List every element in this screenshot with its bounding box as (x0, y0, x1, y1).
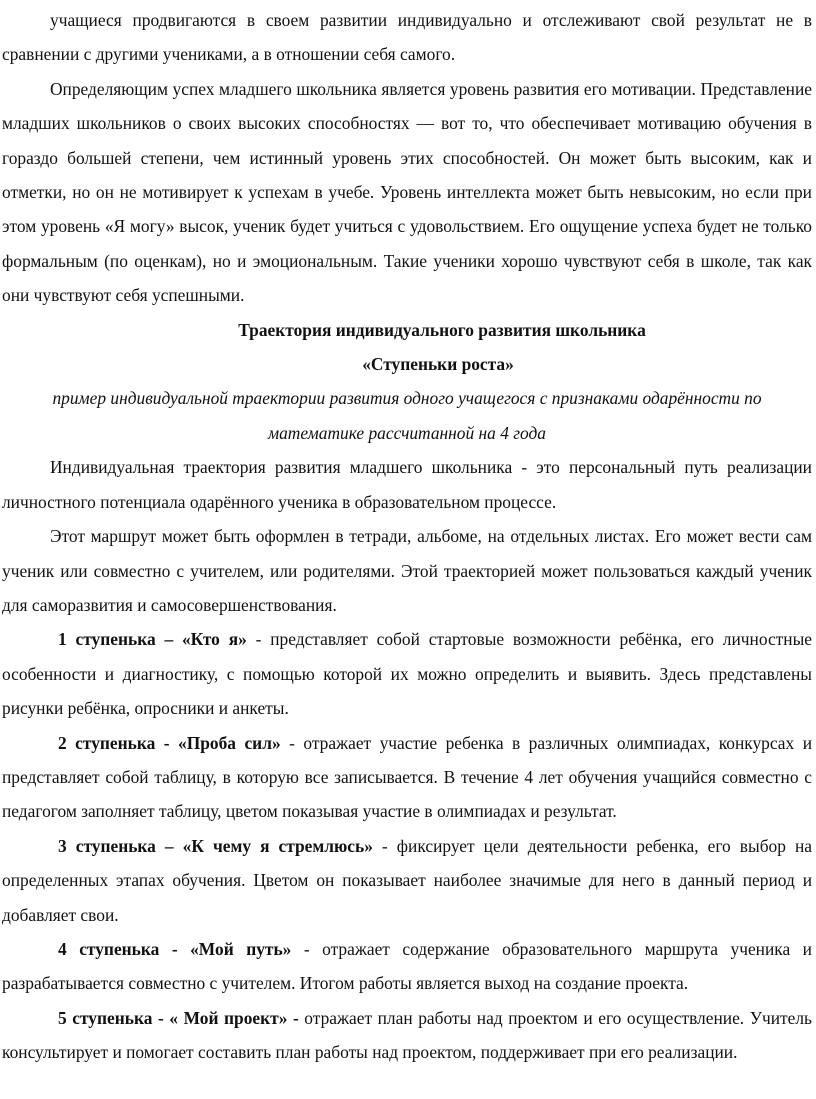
section-caption-line1: пример индивидуальной траектории развития одного учащегося с признаками одарённости по (52, 388, 762, 409)
step-4-text: - отражает содержание образовательного маршрута ученика и разрабатывается совместно с учителем. Итогом работы является выход на создание проекта. (2, 938, 812, 994)
paragraph-route: Этот маршрут может быть оформлен в тетради, альбоме, на отдельных листах. Его может вести сам ученик или совместно с учителем, или родителями. Этой траекторией может пользоваться каждый ученик для саморазвития и самосовершенствования. (2, 526, 812, 615)
step-4-title: 4 ступенька - «Мой путь» (58, 938, 292, 959)
section-caption-line2: математике рассчитанной на 4 года (268, 422, 546, 443)
section-title: Траектория индивидуального развития школьника (238, 319, 646, 340)
step-3-title: 3 ступенька – «К чему я стремлюсь» (58, 835, 373, 856)
step-2 (2, 726, 812, 829)
step-3-text: - фиксирует цели деятельности ребенка, его выбор на определенных этапах обучения. Цветом он показывает наиболее значимые для него в данный период и добавляет свои. (2, 835, 812, 925)
step-1 (2, 622, 812, 725)
paragraph-motivation: Определяющим успех младшего школьника является уровень развития его мотивации. Представление младших школьников о своих высоких способностях — вот то, что обеспечивает мотивацию обучения в гораздо большей степени, чем истинный уровень этих способностей. Он может быть высоким, как и отметки, но он не мотивирует к успехам в учебе. Уровень интеллекта может быть невысоким, но если при этом уровень «Я могу» высок, ученик будет учиться с удовольствием. Его ощущение успеха будет не только формальным (по оценкам), но и эмоциональным. Такие ученики хорошо чувствуют себя в школе, так как они чувствуют себя успешными. (2, 78, 812, 306)
step-5 (2, 1001, 812, 1070)
step-1-title: 1 ступенька – «Кто я» (58, 629, 247, 650)
step-5-title: 5 ступенька - « Мой проект» - (58, 1007, 299, 1028)
step-2-text: - отражает участие ребенка в различных олимпиадах, конкурсах и представляет собой таблицу, в которую все записывается. В течение 4 лет обучения учащийся совместно с педагогом заполняет таблицу, цветом показывая участие в олимпиадах и результат. (2, 732, 812, 822)
step-1-text: - представляет собой стартовые возможности ребёнка, его личностные особенности и диагностику, с помощью которой их можно определить и выявить. Здесь представлены рисунки ребёнка, опросники и анкеты. (2, 629, 812, 719)
section-subtitle: «Ступеньки роста» (362, 354, 514, 375)
paragraph-continuation: учащиеся продвигаются в своем развитии индивидуально и отслеживают свой результат не в сравнении с другими учениками, а в отношении себя самого. (2, 10, 812, 65)
step-5-text: отражает план работы над проектом и его осуществление. Учитель консультирует и помогает составить план работы над проектом, поддерживает при его реализации. (2, 1007, 812, 1063)
step-3 (2, 829, 812, 932)
paragraph-trajectory-definition: Индивидуальная траектория развития младшего школьника - это персональный путь реализации личностного потенциала одарённого ученика в образовательном процессе. (2, 457, 812, 512)
step-4 (2, 932, 812, 1001)
step-2-title: 2 ступенька - «Проба сил» (58, 732, 281, 753)
